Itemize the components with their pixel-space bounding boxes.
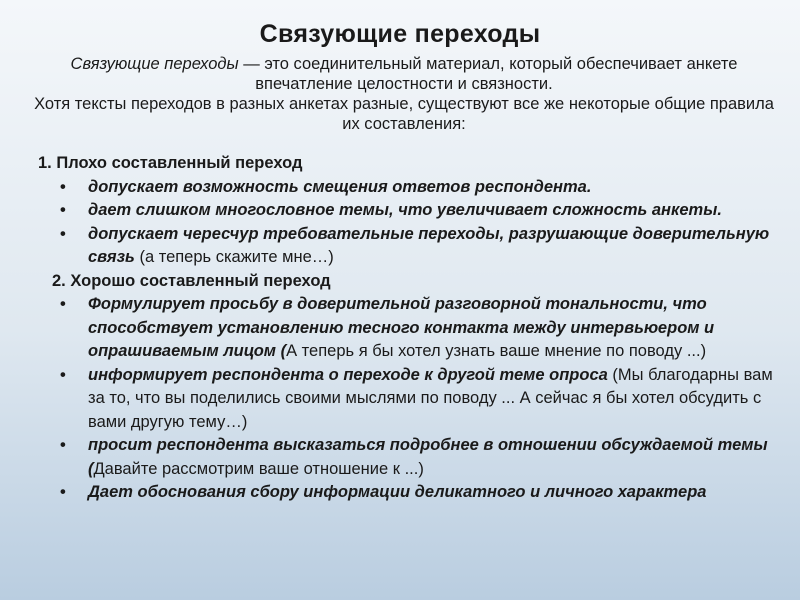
item-bold: просит респондента высказаться подробнее в отношении обсуждаемой темы ( [88,436,768,478]
bullet-icon: • [60,295,66,313]
list-item [38,223,790,270]
item-normal: А теперь я бы хотел узнать ваше мнение по поводу ...) [286,342,707,360]
item-normal: (а теперь скажите мне…) [134,248,334,266]
list-item [38,364,790,435]
item-bold: дает слишком многословное темы, что увеличивает сложность анкеты. [88,201,722,219]
item-normal: Давайте рассмотрим ваше отношение к ...) [93,459,424,478]
item-bold: допускает чересчур требовательные переходы, разрушающие доверительную связь [88,224,770,266]
content [38,152,790,505]
bullet-icon: • [60,365,66,384]
bullet-icon: • [60,177,66,196]
item-bold: Дает обоснования сбору информации деликатного и личного характера [88,483,707,501]
section1-list [38,176,790,270]
bullet-icon: • [60,483,66,501]
list-item [38,434,790,481]
section1-heading: 1. Плохо составленный переход [38,154,303,172]
intro-definition [28,54,780,94]
slide-title: Связующие переходы [259,20,541,48]
item-normal: (Мы благодарны вам за то, что вы поделились своими мыслями по поводу ... А сейчас я бы хотел обсудить с вами другую тему…) [88,365,773,431]
bullet-icon: • [60,201,66,219]
section2-heading: 2. Хорошо составленный переход [52,271,331,290]
bullet-icon: • [60,436,66,454]
item-bold: допускает возможность смещения ответов респондента. [88,177,592,196]
intro-lead-rest: — это соединительный материал, который обеспечивает анкете впечатление целостности и связности. [238,55,738,93]
section2-list [38,293,790,505]
item-bold: информирует респондента о переходе к другой теме опроса [88,365,608,384]
list-item [38,176,790,200]
list-item [38,199,790,223]
item-bold: Формулирует просьбу в доверительной разговорной тональности, что способствует установлению тесного контакта между интервьюером и опрашиваемым лицом ( [88,295,715,360]
bullet-icon: • [60,224,66,243]
intro [28,54,780,134]
list-item [38,293,790,364]
intro-lead: Связующие переходы [70,55,239,73]
list-item [38,481,790,505]
intro-paragraph: Хотя тексты переходов в разных анкетах разные, существуют все же некоторые общие правила их составления: [34,95,774,133]
